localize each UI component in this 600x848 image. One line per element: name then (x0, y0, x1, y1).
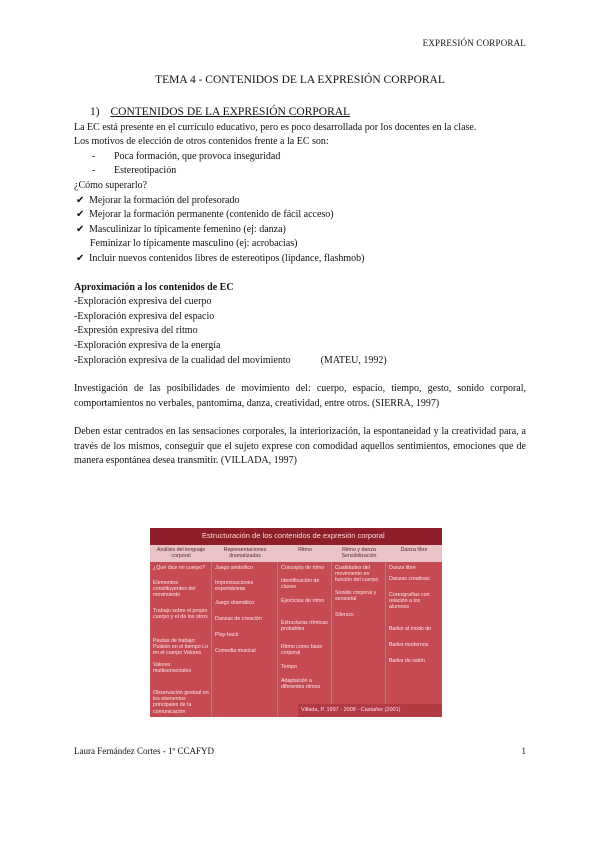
table-cell: Danzas de creación (215, 616, 262, 622)
approach-item: -Exploración expresiva del cuerpo (74, 296, 212, 308)
table-cell: Juego dramático (215, 600, 255, 606)
table-header: Representaciones dramatizadas (212, 545, 278, 562)
table-column (332, 562, 386, 717)
paragraph: Investigación de las posibilidades de movimiento del: cuerpo, espacio, tiempo, gesto, sonido corporal, comportamientos no verbales, pantomima, danza, creatividad, entre otros. (SIERRA, 1997) (74, 383, 526, 409)
page-footer-author: Laura Fernández Cortes - 1º CCAFYD (74, 746, 215, 756)
intro-line: Los motivos de elección de otros contenidos frente a la EC son: (74, 136, 329, 148)
table-cell: Valores multisensoriales (153, 662, 191, 675)
table-header: Análisis del lenguaje corporal (150, 545, 212, 562)
table-cell: ¿Qué dice mi cuerpo? (153, 565, 206, 571)
table-column (150, 562, 212, 717)
table-cell: Sonido corporal y sensorial (335, 590, 377, 603)
approach-item: -Exploración expresiva de la cualidad del movimiento (MATEU, 1992) (74, 354, 387, 366)
section-heading (90, 105, 526, 120)
checkmark-icon: ✔ (76, 223, 85, 235)
page-title: TEMA 4 - CONTENIDOS DE LA EXPRESIÓN CORPORAL (155, 74, 445, 86)
checkmark-icon: ✔ (76, 194, 85, 206)
table-cell: Ritmo como base corporal (281, 644, 323, 657)
table-footer-credit: Villada, P. 1997 - 2008 - Castañer (2001) (298, 704, 442, 717)
page-number: 1 (521, 746, 526, 756)
table-cell: Adaptación a diferentes ritmos (281, 678, 321, 691)
table-cell: Ejercicios de ritmo (281, 598, 325, 604)
table-cell: Trabajo sobre el propio cuerpo y el de los otros (153, 608, 208, 621)
list-item: ✔ Masculinizar lo típicamente femenino (ej: danza) (76, 223, 526, 238)
table-column (278, 562, 332, 717)
list-item: Feminizar lo típicamente masculino (ej: acrobacias) (90, 238, 298, 250)
approach-item: -Exploración expresiva de la energía (74, 339, 221, 351)
list-item: - Estereotipación (92, 165, 177, 177)
table-header: Danza libre (386, 545, 442, 562)
question: ¿Cómo superarlo? (74, 179, 148, 191)
section-title: CONTENIDOS DE LA EXPRESIÓN CORPORAL (110, 106, 351, 118)
list-item: ✔ Mejorar la formación del profesorado (76, 194, 526, 209)
table-cell: Bailes al modo de (389, 626, 432, 632)
approach-heading: Aproximación a los contenidos de EC (74, 281, 234, 293)
table-header: Ritmo (278, 545, 332, 562)
table-column (212, 562, 278, 717)
approach-item: -Expresión expresiva del ritmo (74, 325, 198, 337)
table-cell: Bailes modernos (389, 642, 429, 648)
approach-item: -Exploración expresiva del espacio (74, 310, 215, 322)
table-cell: Danzas creativas (389, 576, 430, 582)
table-cell: Improvisaciones espontáneas (215, 580, 254, 593)
table-cell: Tempo (281, 664, 297, 670)
section-number: 1) (90, 106, 100, 118)
table-cell: Cualidades del movimiento en función del cuerpo (335, 565, 379, 584)
table-cell: Observación gestual en los elementos principales de la comunicación (153, 690, 209, 715)
table-cell: Play-back (215, 632, 239, 638)
table-cell: Estructuras rítmicas probables (281, 620, 328, 633)
table-cell: Coreografías con relación a los alumnos (389, 592, 430, 611)
table-cell: Silencio (335, 612, 354, 618)
intro-line: La EC está presente en el currículo educativo, pero es poco desarrollada por los docentes en la clase. (74, 121, 477, 133)
list-item: ✔ Incluir nuevos contenidos libres de estereotipos (lipdance, flashmob) (76, 252, 526, 267)
table-cell: Danza libre (389, 565, 416, 571)
table-cell: Pautas de trabajo: Pulsión en el tiempo Lo en el cuerpo Valores (153, 638, 209, 657)
table-cell: Identificación de claves (281, 578, 320, 591)
table-title: Estructuración de los contenidos de expresión corporal (202, 531, 385, 540)
checkmark-icon: ✔ (76, 252, 85, 264)
approach-reference: (MATEU, 1992) (320, 354, 387, 366)
table-cell: Bailes de salón (389, 658, 425, 664)
table-cell: Juego simbólico (215, 565, 253, 571)
list-item: ✔ Mejorar la formación permanente (contenido de fácil acceso) (76, 208, 526, 223)
paragraph: Deben estar centrados en las sensaciones corporales, la interiorización, la espontaneidad y la creatividad para, a través de los mismos, conseguir que el sujeto exprese con comodidad aquellos sentimientos, emociones que de manera espontánea desea transmitir. (VILLADA, 1997) (74, 426, 526, 467)
table-cell: Comedia musical (215, 648, 256, 654)
table-column (386, 562, 442, 717)
table-cell: Elementos constituyentes del movimiento (153, 580, 196, 599)
contents-table-image (150, 528, 442, 717)
running-header: EXPRESIÓN CORPORAL (422, 38, 526, 48)
table-header: Ritmo y danza Sensibilización (332, 545, 386, 562)
document-body (74, 105, 526, 469)
table-cell: Concepto de ritmo (281, 565, 325, 571)
checkmark-icon: ✔ (76, 209, 85, 221)
list-item: - Poca formación, que provoca inseguridad (92, 150, 281, 162)
